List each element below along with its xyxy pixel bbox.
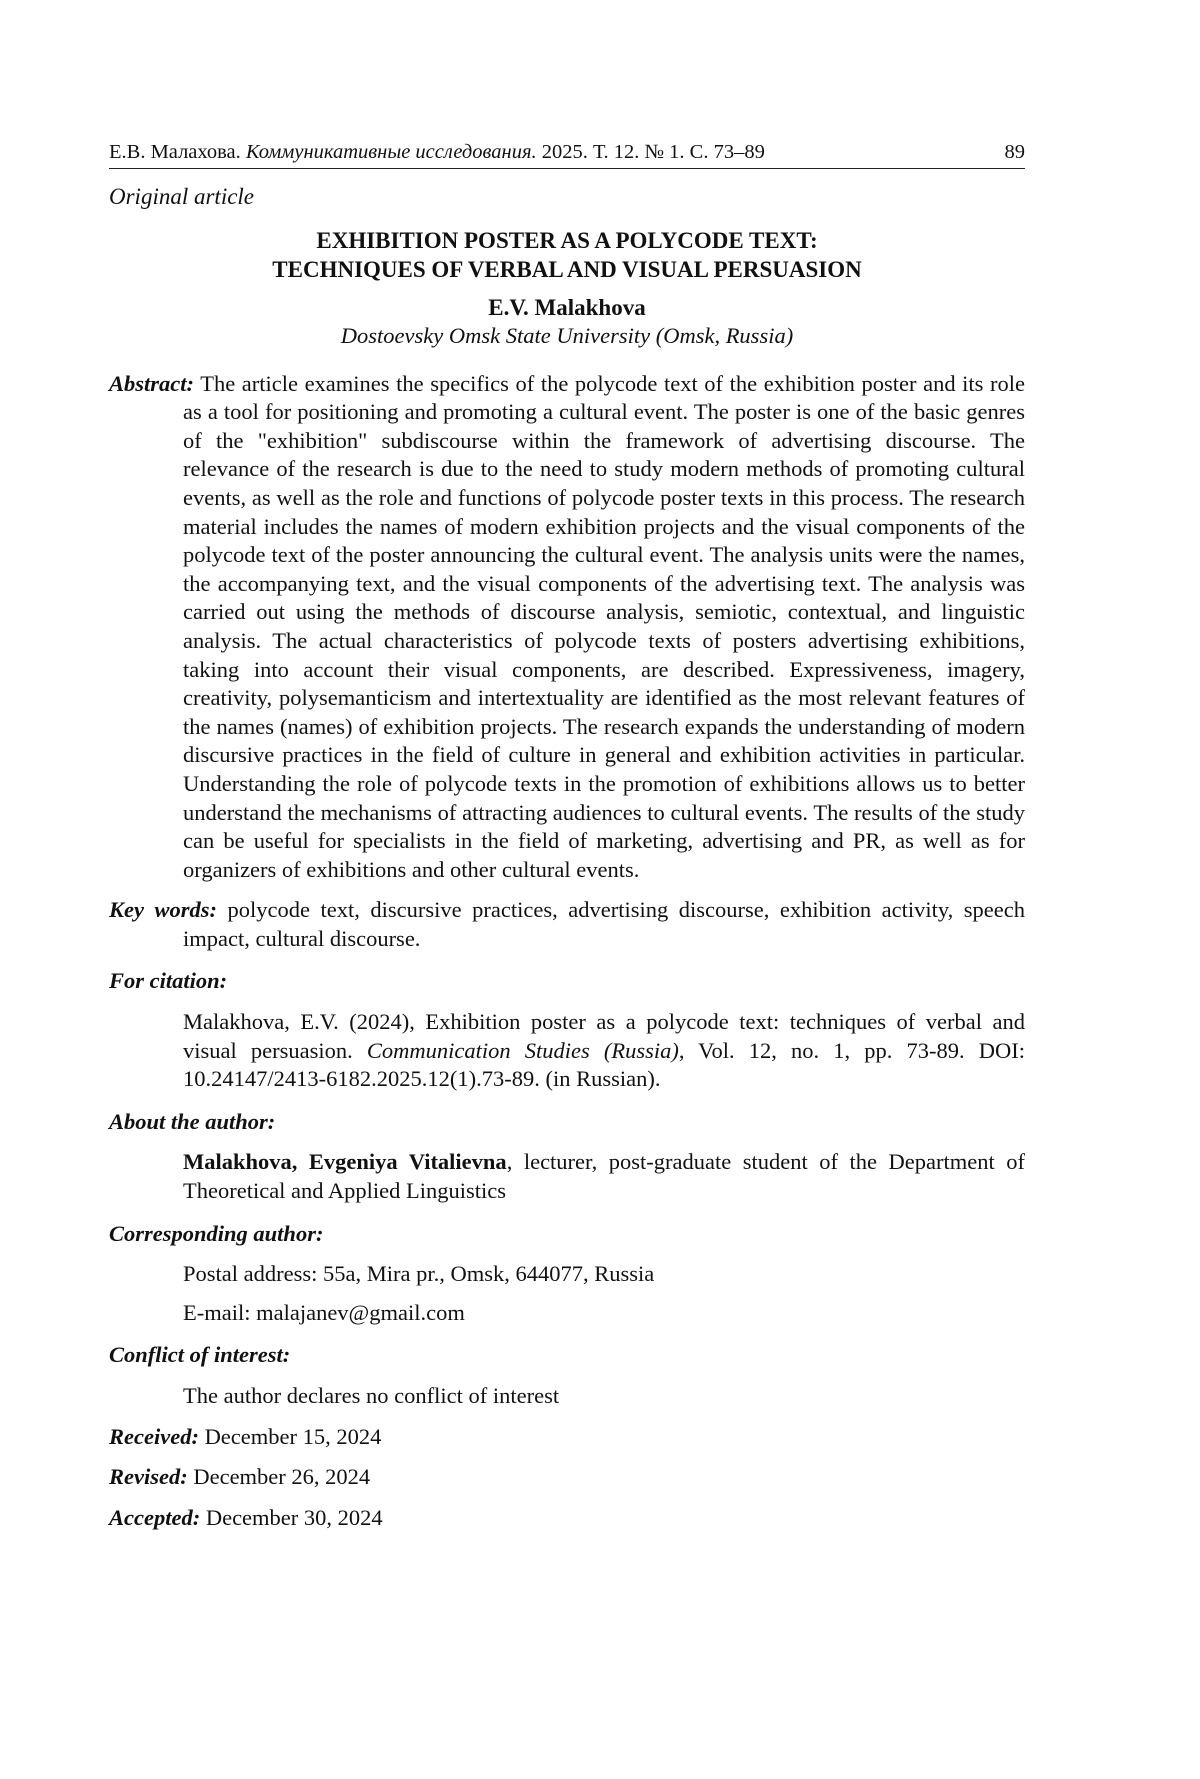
revised-label: Revised: xyxy=(109,1464,188,1490)
keywords-label: Key words: xyxy=(109,897,218,923)
accepted-value: December 30, 2024 xyxy=(205,1504,383,1530)
keywords-text: polycode text, discursive practices, advertising discourse, exhibition activity, speech impact, cultural discourse. xyxy=(183,897,1026,951)
corresponding-author-label: Corresponding author: xyxy=(109,1220,324,1246)
conflict-label: Conflict of interest: xyxy=(109,1342,291,1368)
article-title xyxy=(109,226,1025,284)
received-value: December 15, 2024 xyxy=(204,1423,382,1449)
author-affiliation: Dostoevsky Omsk State University (Omsk, Russia) xyxy=(340,322,794,348)
received-date xyxy=(109,1423,1025,1452)
abstract xyxy=(109,370,1025,885)
title-line-1: EXHIBITION POSTER AS A POLYCODE TEXT: xyxy=(316,227,818,253)
about-author-text xyxy=(109,1148,1025,1205)
accepted-label: Accepted: xyxy=(109,1504,201,1530)
author-name: E.V. Malakhova xyxy=(488,294,646,320)
keywords xyxy=(109,896,1025,953)
abstract-label: Abstract: xyxy=(109,370,195,396)
running-header-citation xyxy=(109,140,765,164)
citation-label: For citation: xyxy=(109,968,228,994)
revised-value: December 26, 2024 xyxy=(193,1464,371,1490)
header-volume: 2025. Т. 12. № 1. С. 73–89 xyxy=(541,141,765,163)
citation-text xyxy=(109,1008,1025,1094)
accepted-date xyxy=(109,1504,1025,1533)
page-number: 89 xyxy=(1004,141,1025,163)
conflict-text: The author declares no conflict of interest xyxy=(183,1383,560,1408)
article-type: Original article xyxy=(109,184,255,209)
citation-part-2: , Vol. 12, no. 1, pp. 73-89. DOI: 10.24147/2413-6182.2025.12(1).73-89. (in Russian). xyxy=(183,1037,1026,1092)
title-line-2: TECHNIQUES OF VERBAL AND VISUAL PERSUASION xyxy=(272,256,862,282)
header-journal: Коммуникативные исследования. xyxy=(245,141,537,163)
abstract-text: The article examines the specifics of the polycode text of the exhibition poster and its role as a tool for positioning and promoting a cultural event. The poster is one of the basic genres of the "exhibition" subdiscourse within the framework of advertising discourse. The relevance of the research is due to the need to study modern methods of promoting cultural events, as well as the role and functions of polycode poster texts in this process. The research material includes the names of modern exhibition projects and the visual components of the polycode text of the poster announcing the cultural event. The analysis units were the names, the accompanying text, and the visual components of the advertising text. The analysis was carried out using the methods of discourse analysis, semiotic, contextual, and linguistic analysis. The actual characteristics of polycode texts of posters advertising exhibitions, taking into account their visual components, are described. Expressiveness, imagery, creativity, polysemanticism and intertextuality are identified as the most relevant features of the names (names) of exhibition projects. The research expands the understanding of modern discursive practices in the field of culture in general and exhibition activities in particular. Understanding the role of polycode texts in the promotion of exhibitions allows us to better understand the mechanisms of attracting audiences to cultural events. The results of the study can be useful for specialists in the field of marketing, advertising and PR, as well as for organizers of exhibitions and other cultural events. xyxy=(183,370,1025,882)
email-address: E-mail: malajanev@gmail.com xyxy=(183,1299,465,1325)
citation-journal: Communication Studies (Russia) xyxy=(366,1037,679,1063)
revised-date xyxy=(109,1463,1025,1492)
about-author-details: , lecturer, post-graduate student of the Department of Theoretical and Applied Linguistics xyxy=(183,1149,1025,1204)
postal-address: Postal address: 55a, Mira pr., Omsk, 644077, Russia xyxy=(183,1261,655,1287)
about-author-name: Malakhova, Evgeniya Vitalievna xyxy=(183,1149,507,1175)
received-label: Received: xyxy=(109,1423,199,1449)
about-author-label: About the author: xyxy=(109,1108,276,1134)
article-page xyxy=(109,140,1025,1532)
running-header xyxy=(109,140,1025,169)
citation-part-1: Malakhova, E.V. (2024), Exhibition poster as a polycode text: techniques of verbal and visual persuasion. xyxy=(183,1009,1025,1063)
header-author: Е.В. Малахова. xyxy=(109,141,241,163)
